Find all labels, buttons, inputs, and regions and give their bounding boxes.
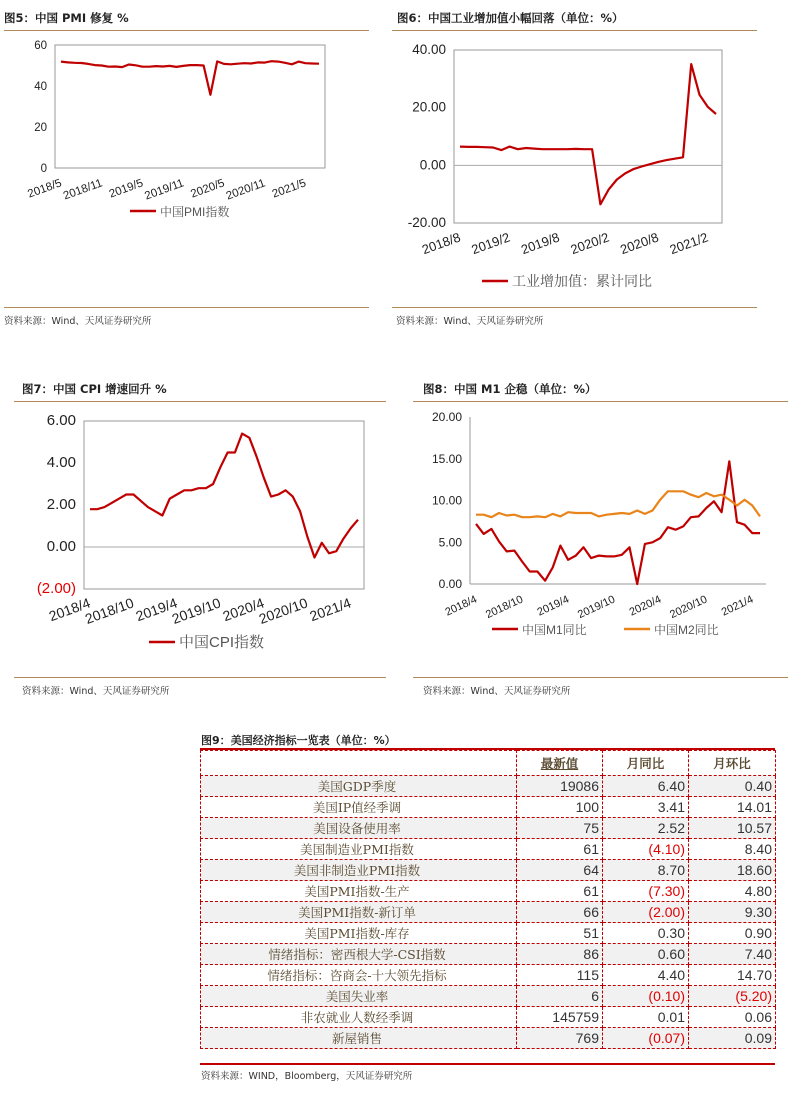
fig6-x-tick-label: 2020/8	[618, 229, 661, 258]
cell-mom: 18.60	[689, 860, 776, 881]
fig8-x-tick-label: 2019/4	[535, 593, 572, 619]
cell-name: 美国PMI指数-生产	[201, 881, 517, 902]
cell-yoy: 0.01	[603, 1007, 689, 1028]
fig8-x-tick-label: 2020/4	[627, 593, 664, 619]
fig7-chart	[14, 401, 389, 676]
fig5-title: 图5：中国 PMI 修复 %	[4, 11, 129, 25]
table-row	[201, 986, 776, 1007]
table9-body	[201, 776, 776, 1049]
fig7-y-tick-label: (2.00)	[36, 580, 76, 597]
fig8-series-line-1	[476, 491, 760, 517]
fig7-series-line-0	[90, 434, 358, 558]
table-row	[201, 776, 776, 797]
table-row	[201, 1028, 776, 1049]
fig5-x-tick-label: 2020/5	[189, 177, 227, 201]
cell-mom: 10.57	[689, 818, 776, 839]
table-row	[201, 797, 776, 818]
fig8-title: 图8：中国 M1 企稳（单位：%）	[423, 382, 597, 396]
cell-mom: 8.40	[689, 839, 776, 860]
fig5-x-tick-label: 2020/11	[224, 177, 268, 203]
fig6-plot-frame	[454, 50, 722, 223]
cell-name: 情绪指标：密西根大学-CSI指数	[201, 944, 517, 965]
fig8-legend-label-0: 中国M1同比	[522, 623, 587, 637]
fig8-series-line-0	[476, 461, 760, 584]
table9-bottom-rule	[200, 1063, 775, 1065]
table-row	[201, 1007, 776, 1028]
cell-name: 美国PMI指数-库存	[201, 923, 517, 944]
fig7-title: 图7：中国 CPI 增速回升 %	[22, 382, 167, 396]
cell-yoy: 6.40	[603, 776, 689, 797]
fig8-chart	[400, 401, 790, 676]
fig8-x-tick-label: 2021/4	[719, 593, 756, 619]
cell-latest: 19086	[517, 776, 603, 797]
fig8-y-tick-label: 20.00	[431, 410, 462, 424]
cell-mom: 14.01	[689, 797, 776, 818]
fig5-x-tick-label: 2019/11	[143, 177, 186, 203]
cell-yoy: 3.41	[603, 797, 689, 818]
cell-mom: 9.30	[689, 902, 776, 923]
fig7-legend-label-0: 中国CPI指数	[179, 634, 265, 651]
fig6-x-tick-label: 2018/8	[419, 229, 463, 258]
fig8-x-tick-label: 2020/10	[668, 593, 710, 622]
fig5-chart	[0, 30, 375, 305]
cell-yoy: 2.52	[603, 818, 689, 839]
fig8-y-tick-label: 0.00	[438, 577, 462, 591]
cell-latest: 769	[517, 1028, 603, 1049]
cell-yoy: (2.00)	[603, 902, 689, 923]
cell-yoy: (0.07)	[603, 1028, 689, 1049]
cell-mom: 0.40	[689, 776, 776, 797]
cell-name: 美国非制造业PMI指数	[201, 860, 517, 881]
cell-name: 非农就业人数经季调	[201, 1007, 517, 1028]
cell-latest: 145759	[517, 1007, 603, 1028]
fig8-x-tick-label: 2019/10	[576, 593, 618, 622]
table-row	[201, 944, 776, 965]
fig7-y-tick-label: 4.00	[46, 454, 76, 471]
cell-latest: 75	[517, 818, 603, 839]
fig8-x-tick-label: 2018/4	[443, 593, 479, 619]
fig8-y-tick-label: 10.00	[431, 493, 462, 508]
fig5-y-tick-label: 60	[34, 40, 47, 52]
fig6-bottom-rule	[392, 307, 757, 308]
cell-mom: 7.40	[689, 944, 776, 965]
fig9-title: 图9：美国经济指标一览表（单位：%）	[201, 734, 396, 747]
fig7-source: 资料来源：Wind、天风证券研究所	[22, 686, 170, 697]
cell-latest: 51	[517, 923, 603, 944]
fig7-x-tick-label: 2019/10	[169, 594, 223, 627]
fig5-x-tick-label: 2018/11	[61, 177, 105, 203]
fig7-x-tick-label: 2021/4	[307, 594, 354, 625]
fig7-x-tick-label: 2020/4	[220, 594, 267, 625]
table9-header-mom: 月环比	[689, 751, 776, 776]
cell-mom: 0.06	[689, 1007, 776, 1028]
cell-name: 情绪指标：咨商会-十大领先指标	[201, 965, 517, 986]
fig9-source: 资料来源：WIND，Bloomberg，天风证券研究所	[201, 1071, 413, 1082]
cell-latest: 115	[517, 965, 603, 986]
fig7-x-tick-label: 2018/4	[46, 594, 93, 625]
cell-yoy: 8.70	[603, 860, 689, 881]
fig6-source: 资料来源：Wind、天风证券研究所	[396, 316, 544, 327]
cell-yoy: 4.40	[603, 965, 689, 986]
fig6-x-tick-label: 2020/2	[568, 229, 612, 258]
table9-header-name	[201, 751, 517, 776]
cell-latest: 100	[517, 797, 603, 818]
fig6-series-line-0	[460, 64, 716, 204]
table-row	[201, 839, 776, 860]
cell-latest: 86	[517, 944, 603, 965]
cell-name: 美国GDP季度	[201, 776, 517, 797]
fig8-bottom-rule	[413, 677, 788, 678]
fig5-source: 资料来源：Wind、天风证券研究所	[4, 316, 152, 327]
fig6-y-tick-label: 20.00	[412, 99, 446, 115]
cell-mom: (5.20)	[689, 986, 776, 1007]
fig7-y-tick-label: 2.00	[46, 496, 76, 513]
cell-name: 美国IP值经季调	[201, 797, 517, 818]
fig7-x-tick-label: 2018/10	[82, 594, 136, 627]
fig6-x-tick-label: 2019/8	[518, 229, 562, 258]
table9-header-latest: 最新值	[517, 751, 603, 776]
table-row	[201, 818, 776, 839]
fig8-y-tick-label: 15.00	[431, 451, 462, 466]
cell-latest: 66	[517, 902, 603, 923]
fig6-legend-label-0: 工业增加值：累计同比	[512, 273, 652, 289]
fig7-y-tick-label: 6.00	[46, 412, 76, 429]
cell-name: 美国设备使用率	[201, 818, 517, 839]
fig6-title: 图6：中国工业增加值小幅回落（单位：%）	[397, 11, 624, 25]
cell-name: 美国制造业PMI指数	[201, 839, 517, 860]
table-row	[201, 965, 776, 986]
cell-name: 美国PMI指数-新订单	[201, 902, 517, 923]
fig5-x-tick-label: 2018/5	[26, 177, 64, 201]
cell-mom: 0.09	[689, 1028, 776, 1049]
fig7-x-tick-label: 2020/10	[256, 594, 310, 627]
fig8-y-tick-label: 5.00	[438, 535, 462, 550]
cell-name: 新屋销售	[201, 1028, 517, 1049]
fig6-x-tick-label: 2021/2	[667, 229, 711, 258]
cell-latest: 61	[517, 839, 603, 860]
table-row	[201, 881, 776, 902]
table-row	[201, 860, 776, 881]
cell-latest: 61	[517, 881, 603, 902]
cell-name: 美国失业率	[201, 986, 517, 1007]
fig5-x-tick-label: 2021/5	[270, 177, 308, 201]
cell-mom: 14.70	[689, 965, 776, 986]
fig5-y-tick-label: 0	[40, 163, 47, 175]
fig5-x-tick-label: 2019/5	[107, 177, 145, 201]
table9-header-row	[201, 751, 776, 776]
cell-yoy: 0.60	[603, 944, 689, 965]
fig5-bottom-rule	[4, 307, 369, 308]
fig5-y-tick-label: 40	[34, 81, 47, 93]
table9-header-yoy: 月同比	[603, 751, 689, 776]
fig6-x-tick-label: 2019/2	[469, 229, 512, 258]
fig8-x-tick-label: 2018/10	[483, 593, 526, 622]
fig5-y-tick-label: 20	[34, 122, 47, 134]
fig6-y-tick-label: 0.00	[419, 157, 446, 173]
fig5-legend-label-0: 中国PMI指数	[160, 205, 230, 219]
fig7-x-tick-label: 2019/4	[133, 594, 180, 625]
fig6-chart	[392, 30, 762, 305]
fig8-legend-label-1: 中国M2同比	[654, 623, 719, 637]
cell-yoy: (0.10)	[603, 986, 689, 1007]
cell-yoy: (4.10)	[603, 839, 689, 860]
cell-mom: 0.90	[689, 923, 776, 944]
fig5-series-line-0	[61, 61, 319, 95]
fig7-y-tick-label: 0.00	[46, 538, 76, 555]
fig6-y-tick-label: 40.00	[412, 42, 446, 57]
fig6-y-tick-label: -20.00	[407, 215, 446, 230]
fig7-bottom-rule	[14, 677, 386, 678]
cell-yoy: (7.30)	[603, 881, 689, 902]
cell-latest: 6	[517, 986, 603, 1007]
fig8-source: 资料来源：Wind、天风证券研究所	[423, 686, 571, 697]
cell-latest: 64	[517, 860, 603, 881]
fig7-plot-frame	[84, 421, 364, 589]
table-row	[201, 923, 776, 944]
cell-mom: 4.80	[689, 881, 776, 902]
cell-yoy: 0.30	[603, 923, 689, 944]
table9	[200, 750, 776, 1049]
table-row	[201, 902, 776, 923]
